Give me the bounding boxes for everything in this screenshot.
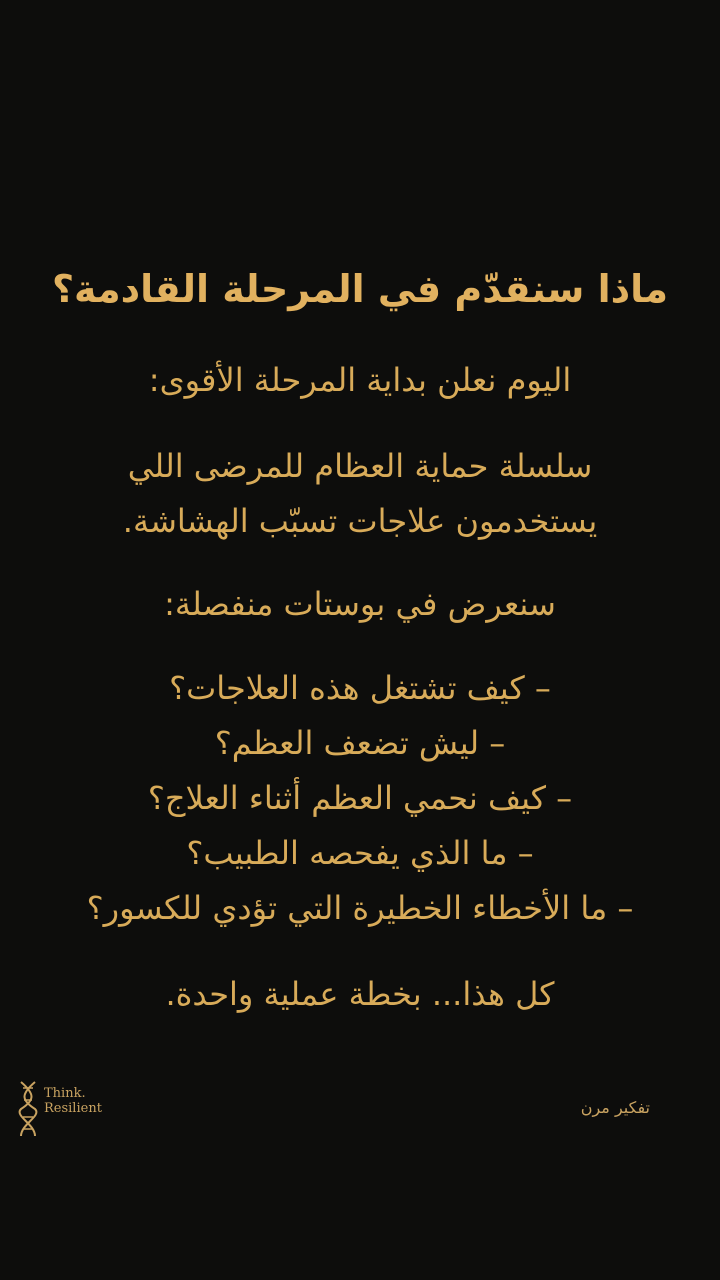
- brand-line-2: Resilient: [44, 1101, 102, 1116]
- series-text-line-2: يستخدمون علاجات تسبّب الهشاشة.: [122, 502, 598, 540]
- topic-item: – ما الذي يفحصه الطبيب؟: [186, 834, 534, 872]
- brand-arabic-name: تفكير مرن: [580, 1098, 650, 1117]
- intro-text: اليوم نعلن بداية المرحلة الأقوى:: [148, 361, 572, 399]
- series-text-line-1: سلسلة حماية العظام للمرضى اللي: [127, 447, 593, 485]
- topic-item: – ليش تضعف العظم؟: [214, 724, 506, 762]
- topic-item: – ما الأخطاء الخطيرة التي تؤدي للكسور؟: [86, 889, 634, 927]
- topic-item: – كيف نحمي العظم أثناء العلاج؟: [147, 779, 573, 817]
- closing-text: كل هذا... بخطة عملية واحدة.: [165, 975, 555, 1013]
- brand-logo: [18, 1080, 128, 1140]
- topic-item: – كيف تشتغل هذه العلاجات؟: [169, 669, 551, 707]
- separate-posts-text: سنعرض في بوستات منفصلة:: [164, 585, 556, 623]
- dna-icon: [18, 1080, 38, 1138]
- brand-line-1: Think.: [44, 1086, 86, 1101]
- brand-name: [44, 1086, 102, 1116]
- post-title: ماذا سنقدّم في المرحلة القادمة؟: [52, 267, 668, 311]
